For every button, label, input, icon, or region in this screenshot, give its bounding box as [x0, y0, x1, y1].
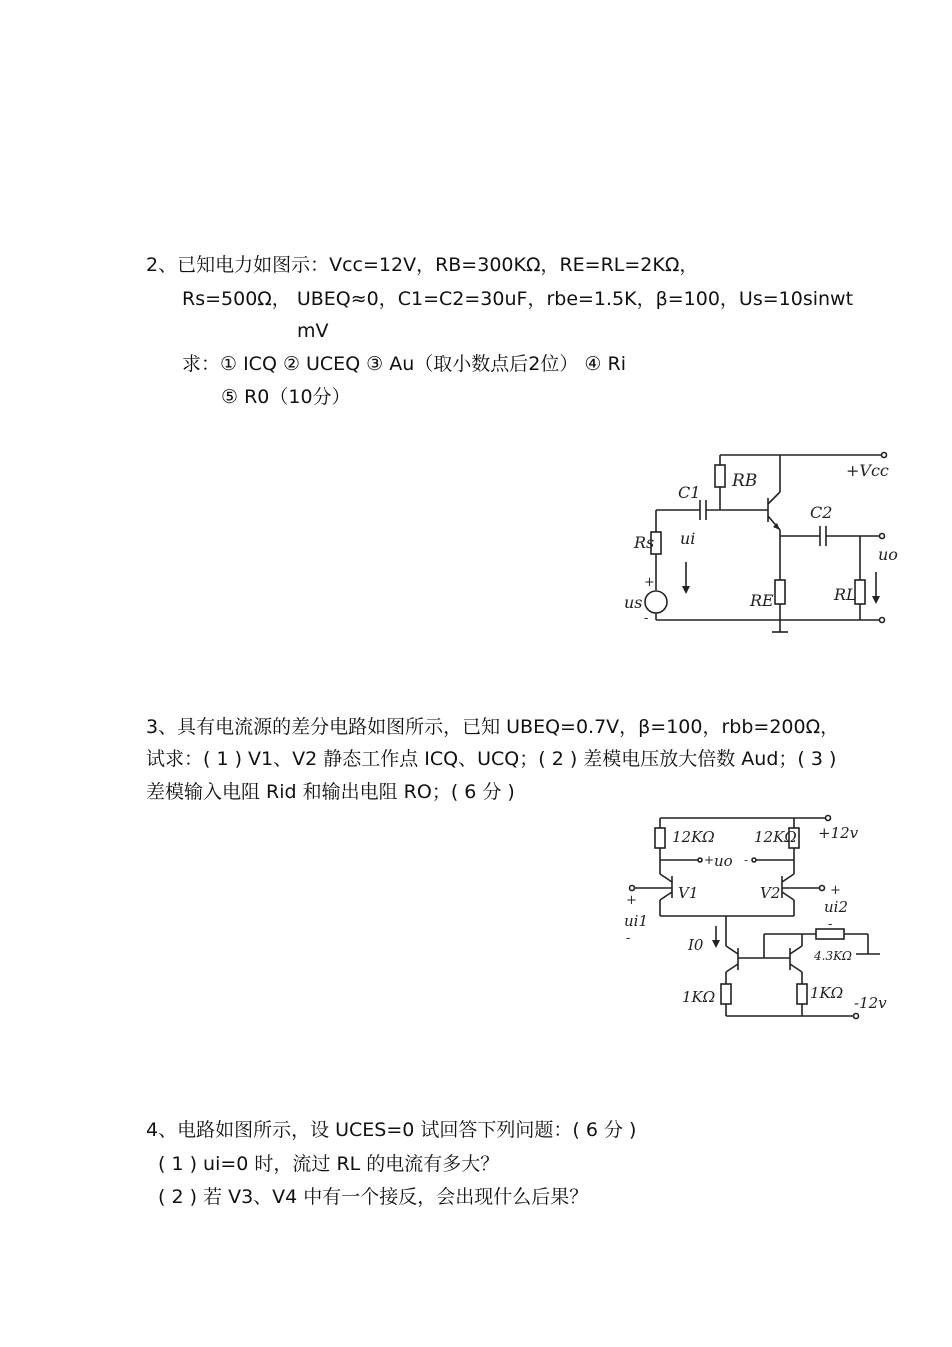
q3-label-v2: V2 [760, 884, 781, 902]
q3-circuit-diagram [620, 808, 900, 1026]
q2-line-2: Rs=500Ω， UBEQ≈0，C1=C2=30uF，rbe=1.5K，β=100，Us=10sinwt [182, 288, 854, 310]
q2-line-3: mV [297, 320, 329, 342]
q3-label-ui2-plus: + [830, 883, 841, 898]
q4-line-1: 4、电路如图所示，设 UCES=0 试回答下列问题：( 6 分 ) [146, 1119, 637, 1141]
q2-label-rb: RB [732, 471, 758, 491]
q2-line-5: ⑤ R0（10分） [221, 386, 351, 408]
q3-label-uo-minus: - [744, 853, 749, 867]
q2-label-vcc: +Vcc [846, 461, 889, 480]
q2-label-plus: + [644, 575, 655, 590]
q3-line-1: 3、具有电流源的差分电路如图所示，已知 UBEQ=0.7V，β=100，rbb=200Ω， [146, 716, 840, 738]
q3-label-vcc: +12v [818, 824, 859, 842]
q2-label-minus: - [644, 611, 649, 626]
q3-label-ui2-minus: - [828, 917, 833, 932]
q3-label-re2: 1KΩ [810, 984, 844, 1002]
q3-label-r43: 4.3KΩ [814, 949, 852, 963]
q2-label-us: us [624, 593, 643, 612]
q3-label-vee: -12v [854, 994, 887, 1012]
q2-label-rs: Rs [634, 533, 655, 552]
q3-label-uo-plus: + [704, 853, 715, 867]
q3-label-rc1: 12KΩ [672, 828, 715, 846]
q4-line-3: ( 2 ) 若 V3、V4 中有一个接反，会出现什么后果？ [158, 1186, 589, 1208]
q3-label-ui2: ui2 [824, 898, 849, 916]
q3-label-ui1-plus: + [626, 893, 637, 908]
q3-label-re1: 1KΩ [682, 988, 716, 1006]
q2-label-uo: uo [878, 545, 898, 564]
q2-label-re: RE [750, 591, 774, 610]
q2-label-c2: C2 [810, 503, 833, 522]
q3-label-ui1: ui1 [624, 912, 649, 930]
q4-line-2: ( 1 ) ui=0 时，流过 RL 的电流有多大？ [158, 1153, 500, 1175]
q3-label-ui1-minus: - [626, 931, 631, 946]
q3-label-io: I0 [688, 936, 704, 954]
q3-label-v1: V1 [678, 884, 699, 902]
q3-label-uo: uo [714, 852, 733, 870]
q2-circuit-diagram [620, 440, 900, 640]
q2-label-c1: C1 [678, 483, 701, 502]
q2-line-1: 2、已知电力如图示：Vcc=12V，RB=300KΩ，RE=RL=2KΩ， [146, 254, 699, 276]
q3-line-3: 差模输入电阻 Rid 和输出电阻 RO；( 6 分 ) [146, 781, 515, 803]
q2-label-ui: ui [680, 529, 696, 548]
q2-line-4: 求：① ICQ ② UCEQ ③ Au（取小数点后2位） ④ Ri [182, 353, 626, 375]
q2-label-rl: RL [834, 585, 857, 604]
q3-line-2: 试求：( 1 ) V1、V2 静态工作点 ICQ、UCQ；( 2 ) 差模电压放大倍数 Aud；( 3 ) [146, 748, 837, 770]
q3-label-rc2: 12KΩ [754, 828, 797, 846]
